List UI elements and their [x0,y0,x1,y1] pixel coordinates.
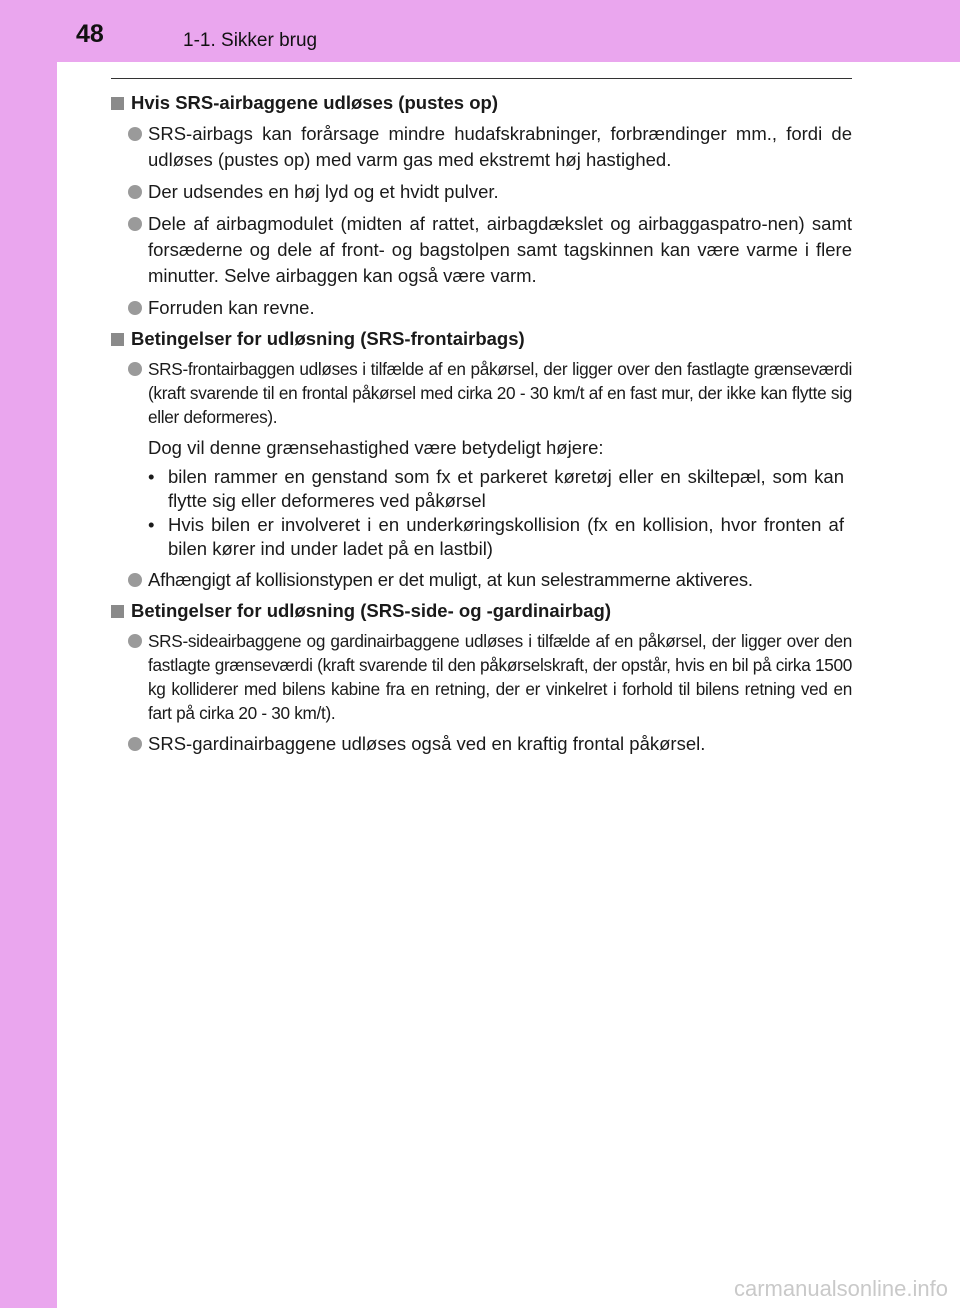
list-item-text: Der udsendes en høj lyd og et hvidt pulver. [148,181,499,202]
square-bullet-icon [111,333,124,346]
square-bullet-icon [111,605,124,618]
list-item [111,211,852,289]
circle-bullet-icon [128,301,142,315]
sub-bullet-marker: • [148,466,155,487]
list-item-text: SRS-frontairbaggen udløses i tilfælde af en påkørsel, der ligger over den fastlagte grænseværdi (kraft svarende til en frontal påkørsel med cirka 20 - 30 km/t af en fast mur, der ikke kan flytte sig eller deformeres). [148,359,852,427]
list-item-text: SRS-airbags kan forårsage mindre hudafskrabninger, forbrændinger mm., fordi de udløses (pustes op) med varm gas med ekstremt høj hastighed. [148,123,852,170]
watermark: carmanualsonline.info [733,1276,948,1301]
circle-bullet-icon [128,573,142,587]
list-item [111,295,852,321]
sub-bullet-marker: • [148,514,155,535]
header-rule [111,78,852,79]
list-item [111,731,852,757]
heading-text: Betingelser for udløsning (SRS-side- og -gardinairbag) [131,600,611,621]
circle-bullet-icon [128,362,142,376]
list-item-text: SRS-gardinairbaggene udløses også ved en kraftig frontal påkørsel. [148,733,706,754]
heading-text: Betingelser for udløsning (SRS-frontairbags) [131,328,525,349]
list-item [111,567,852,593]
list-item-text: Forruden kan revne. [148,297,315,318]
list-item [111,121,852,173]
list-item [111,629,852,725]
circle-bullet-icon [128,217,142,231]
side-color-band [0,0,57,1308]
paragraph: Dog vil denne grænsehastighed være betydeligt højere: [148,437,604,458]
section-heading-front-airbag-conditions [111,327,852,351]
list-item [111,357,852,429]
sub-list-item-text: Hvis bilen er involveret i en underkøringskollision (fx en kollision, hvor fronten af bilen kører ind under ladet på en lastbil) [168,514,844,559]
section-heading-deployment [111,91,852,115]
page-number: 48 [76,20,104,48]
list-item-text: Afhængigt af kollisionstypen er det muligt, at kun selestrammerne aktiveres. [148,569,753,590]
page-content [111,91,852,763]
list-item [111,179,852,205]
circle-bullet-icon [128,737,142,751]
list-item-text: SRS-sideairbaggene og gardinairbaggene udløses i tilfælde af en påkørsel, der ligger over den fastlagte grænseværdi (kraft svarende til den påkørselskraft, der opstår, hvis en bil på cirka 1500 kg kolliderer med bilens kabine fra en retning, der er vinkelret i forhold til bilens retning ved en fart på cirka 20 - 30 km/t). [148,631,852,723]
list-item-text: Dele af airbagmodulet (midten af rattet, airbagdækslet og airbaggaspatro-nen) samt forsæderne og dele af front- og bagstolpen samt tagskinnen kan være varme i flere minutter. Selve airbaggen kan også være varm. [148,213,852,286]
section-title: 1-1. Sikker brug [183,30,318,51]
circle-bullet-icon [128,185,142,199]
square-bullet-icon [111,97,124,110]
sub-list-item-text: bilen rammer en genstand som fx et parkeret køretøj eller en skiltepæl, som kan flytte sig eller deformeres ved påkørsel [168,466,844,511]
circle-bullet-icon [128,634,142,648]
heading-text: Hvis SRS-airbaggene udløses (pustes op) [131,92,498,113]
section-heading-side-curtain-conditions [111,599,852,623]
circle-bullet-icon [128,127,142,141]
sub-list-item [111,513,852,561]
sub-list-item [111,465,852,513]
